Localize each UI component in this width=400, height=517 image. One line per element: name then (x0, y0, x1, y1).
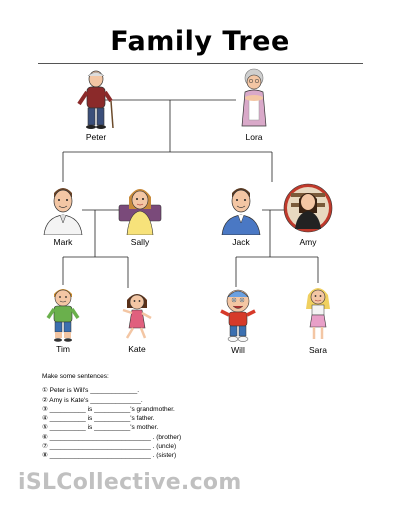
father-icon (218, 183, 264, 235)
exercise-section (42, 372, 342, 461)
person-peter (64, 68, 128, 142)
person-name: Sally (130, 237, 150, 247)
exercise-line: ⑧ ____________________________ . (sister) (42, 452, 177, 460)
person-name: Mark (53, 237, 73, 247)
exercise-line: ② Amy is Kate's ______________. (42, 396, 143, 404)
site-watermark: iSLCollective.com (18, 470, 242, 495)
person-name: Peter (85, 132, 107, 142)
person-kate (105, 288, 169, 354)
boy-icon (215, 287, 261, 343)
girl-icon (117, 288, 157, 342)
exercise-heading: Make some sentences: (42, 373, 109, 380)
exercise-line: ⑤ __________ is __________'s mother. (42, 424, 159, 432)
person-lora (222, 68, 286, 142)
person-sally (108, 183, 172, 247)
mother-icon (283, 181, 333, 235)
person-amy (276, 181, 340, 247)
person-name: Amy (299, 237, 317, 247)
person-name: Sara (309, 345, 327, 355)
person-mark (31, 183, 95, 247)
father-icon (40, 183, 86, 235)
exercise-line: ① Peter is Will's _____________. (42, 387, 140, 395)
person-name: Lora (245, 132, 263, 142)
page-title: Family Tree (110, 26, 290, 57)
person-will (206, 287, 270, 355)
exercise-line: ⑦ ____________________________ . (uncle) (42, 443, 177, 451)
exercise-line: ⑥ ____________________________ . (brother) (42, 433, 182, 441)
mother-icon (117, 183, 163, 235)
person-name: Jack (232, 237, 250, 247)
exercise-line: ④ __________ is __________'s father. (42, 415, 155, 423)
person-jack (209, 183, 273, 247)
person-name: Tim (56, 344, 70, 354)
person-name: Kate (128, 344, 146, 354)
grandmother-icon (231, 68, 277, 130)
exercise-line: ③ __________ is __________'s grandmother. (42, 405, 175, 413)
person-tim (31, 284, 95, 354)
boy-icon (43, 284, 83, 342)
person-name: Will (231, 345, 245, 355)
girl-icon (298, 283, 338, 343)
person-sara (286, 283, 350, 355)
grandfather-icon (73, 68, 119, 130)
